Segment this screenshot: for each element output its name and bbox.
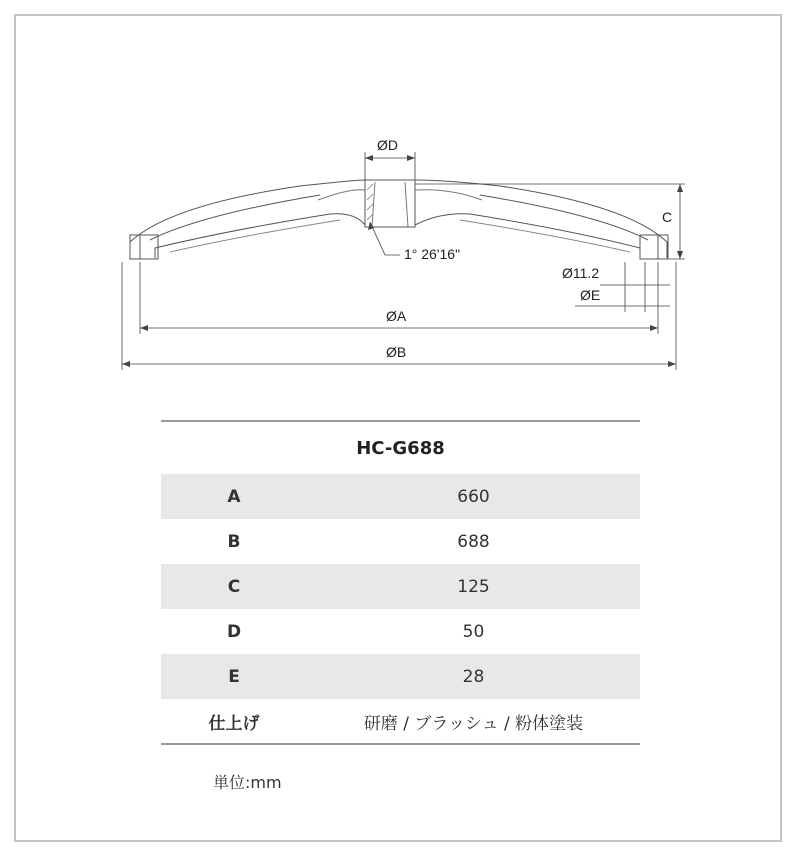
dim-label-e: ØE [580,287,601,303]
table-row-finish [161,699,640,744]
row-value: 28 [307,654,640,699]
table-row [161,519,640,564]
row-value: 125 [307,564,640,609]
dim-label-c: C [662,209,673,225]
dim-label-d: ØD [377,137,398,153]
spec-table [161,420,640,745]
handle-outline [130,180,667,258]
row-key: C [161,564,307,609]
table-row [161,609,640,654]
table-row [161,564,640,609]
handle-underside [155,214,640,258]
dim-label-hole: Ø11.2 [562,265,600,281]
finish-key: 仕上げ [161,699,307,744]
table-row [161,474,640,519]
row-key: E [161,654,307,699]
dim-label-b: ØB [386,344,407,360]
row-key: A [161,474,307,519]
row-key: B [227,531,241,552]
table-title-row [161,421,640,474]
unit-note: 単位:mm [213,773,282,792]
table-row [161,654,640,699]
row-value: 688 [457,531,490,552]
row-value: 660 [307,474,640,519]
technical-drawing [0,0,800,400]
finish-value: 研磨 / ブラッシュ / 粉体塗装 [307,699,640,744]
row-value: 50 [462,621,485,642]
dim-label-angle: 1° 26'16" [404,246,461,262]
model-name: HC-G688 [161,421,640,474]
dim-label-a: ØA [386,308,407,324]
row-key: D [226,621,242,642]
